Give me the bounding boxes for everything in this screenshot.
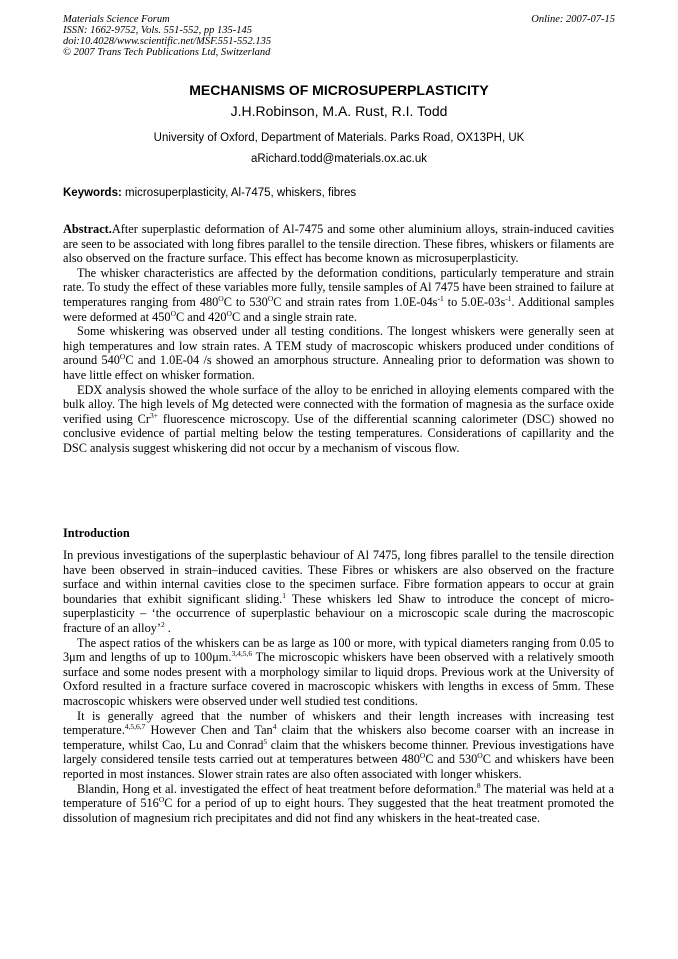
section-heading-introduction: Introduction — [63, 526, 130, 540]
keywords-text: microsuperplasticity, Al-7475, whiskers, fibres — [121, 187, 357, 199]
abstract — [63, 222, 614, 456]
introduction-body — [63, 548, 614, 825]
keywords-label: Keywords: — [63, 187, 122, 199]
abstract-label: Abstract. — [63, 222, 112, 236]
intro-paragraph-3: It is generally agreed that the number of whiskers and their length increases with increasing test temperature.$^{4,5,6,7}$ However Chen and Tan$^4$ claim that the whiskers also become coarser with an increase in temperature, whilst Cao, Lu and Conrad$^5$ claim that the whiskers become thinner. Previous investigations have largely considered tensile tests carried out at temperatures between $480^OC$ and $530^OC$ and whiskers have been reported in most instances. Slower strain rates are also often associated with longer whiskers. — [63, 708, 614, 781]
affiliation: University of Oxford, Department of Materials. Parks Road, OX13PH, UK — [153, 132, 525, 144]
issn-line: ISSN: 1662-9752, Vols. 551-552, pp 135-145 — [63, 25, 252, 36]
intro-paragraph-2: The aspect ratios of the whiskers can be as large as 100 or more, with typical diameters ranging from 0.05 to 3μm and lengths of up to 100μm.$^{3,4,5,6}$ The microscopic whiskers have been observed with a relatively smooth surface and some nodes present with a morphology similar to liquid drops. Previous work at the University of Oxford resulted in a fracture surface covered in macroscopic whiskers with lengths in excess of 5mm. These macroscopic whiskers were observed under well studied test conditions. — [63, 635, 614, 708]
journal-name: Materials Science Forum — [63, 14, 170, 25]
abstract-paragraph-2: The whisker characteristics are affected by the deformation conditions, particularly temperature and strain rate. To study the effect of these variables more fully, tensile samples of Al 7475 have been strained to failure at temperatures ranging from $480^OC$ to $530^OC$ and strain rates from $1.0E-04s^{-1}$ to $5.0E-03s^{-1}$. Additional samples were deformed at $450^OC$ and $420^OC$ and a single strain rate. — [63, 265, 614, 324]
abstract-paragraph-4: EDX analysis showed the whole surface of the alloy to be enriched in alloying elements compared with the bulk alloy. The high levels of Mg detected were connected with the formation of magnesia as the surface oxide verified using $Cr^{3+}$ fluorescence microscopy. Use of the differential scanning calorimeter (DSC) showed no conclusive evidence of partial melting below the testing temperatures. Considerations of capillarity and the DSC analysis suggest whiskering did not occur by a mechanism of viscous flow. — [63, 382, 614, 455]
doi-line: doi:10.4028/www.scientific.net/MSF.551-552.135 — [63, 36, 272, 47]
keywords-line — [63, 187, 356, 199]
online-date: Online: 2007-07-15 — [531, 14, 615, 25]
copyright-line: © 2007 Trans Tech Publications Ltd, Switzerland — [63, 47, 271, 58]
authors: J.H.Robinson, M.A. Rust, R.I. Todd — [230, 103, 448, 119]
intro-paragraph-4: Blandin, Hong et al. investigated the effect of heat treatment before deformation.$^8$ The material was held at a temperature of $516^OC$ for a period of up to eight hours. They suggested that the heat treatment promoted the dissolution of magnesium rich precipitates and did not find any whiskers in the heat-treated case. — [63, 780, 614, 825]
journal-header — [63, 14, 271, 58]
author-email: aRichard.todd@materials.ox.ac.uk — [251, 153, 427, 165]
paper-title: MECHANISMS OF MICROSUPERPLASTICITY — [189, 82, 489, 98]
intro-paragraph-1: In previous investigations of the superplastic behaviour of Al 7475, long fibres parallel to the tensile direction have been observed in strain–induced cavities. These Fibres or whiskers are also observed on the fracture surface and within internal cavities close to the specimen surface. Fibre formation appears to occur at grain boundaries that exhibit significant sliding.$^1$ These whiskers led Shaw to introduce the concept of micro-superplasticity – ‘the occurrence of superplastic behaviour on a microscopic scale during the macroscopic fracture of an alloy’$^2$ . — [63, 548, 615, 635]
abstract-paragraph-1: Abstract.After superplastic deformation of Al-7475 and some other aluminium alloys, strain-induced cavities are seen to be associated with long fibres parallel to the tensile direction. These fibres, whiskers or filaments are also observed on the fracture surface. This effect has become known as microsuperplasticity. — [63, 222, 614, 266]
abstract-paragraph-3: Some whiskering was observed under all testing conditions. The longest whiskers were generally seen at high temperatures and low strain rates. A TEM study of macroscopic whiskers produced under conditions of around $540^OC$ and 1.0E-04 /s showed an amorphous structure. Annealing prior to deformation was shown to have little effect on whisker formation. — [63, 324, 614, 382]
